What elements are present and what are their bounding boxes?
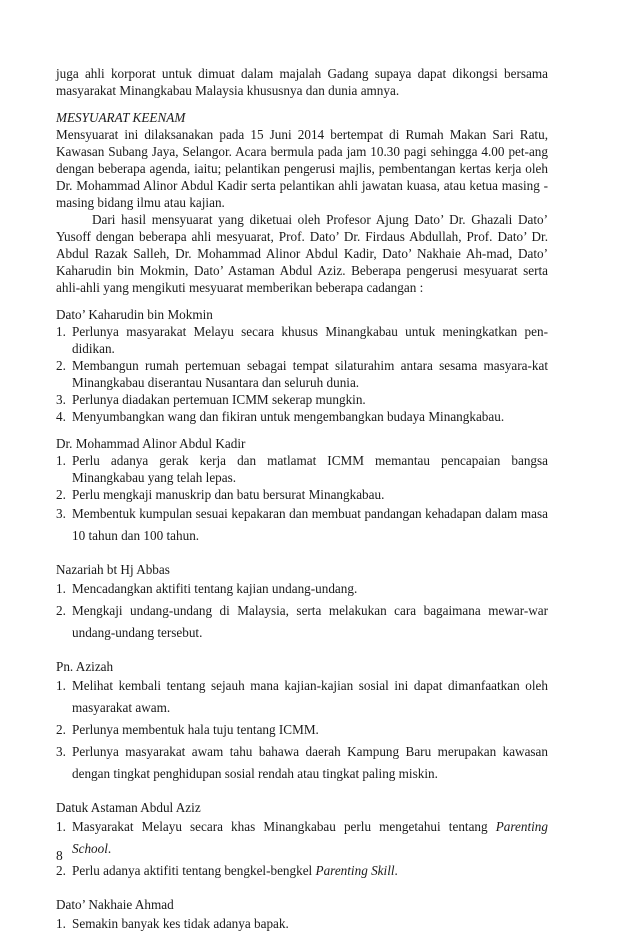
speaker-name: Datuk Astaman Abdul Aziz bbox=[56, 800, 201, 815]
section-heading: MESYUARAT KEENAM bbox=[56, 110, 186, 125]
item-number: 3. bbox=[56, 506, 66, 521]
item-number: 2. bbox=[56, 603, 66, 618]
item-number: 1. bbox=[56, 916, 66, 931]
list-item bbox=[56, 913, 548, 935]
list-item bbox=[56, 816, 548, 860]
list-item bbox=[56, 486, 548, 503]
item-text: Perlunya diadakan pertemuan ICMM sekerap mungkin. bbox=[72, 392, 366, 407]
item-text: Membentuk kumpulan sesuai kepakaran dan membuat pandangan kehadapan dalam masa 10 tahun dan 100 tahun. bbox=[72, 506, 548, 543]
list-item bbox=[56, 860, 548, 882]
speaker-name: Nazariah bt Hj Abbas bbox=[56, 562, 170, 577]
item-text: Semakin banyak kes tidak adanya bapak. bbox=[72, 916, 289, 931]
item-number: 1. bbox=[56, 324, 66, 339]
intro-paragraph: juga ahli korporat untuk dimuat dalam majalah Gadang supaya dapat dikongsi bersama masyarakat Minangkabau Malaysia khususnya dan dunia amnya. bbox=[56, 66, 548, 98]
list-item bbox=[56, 323, 548, 357]
item-text: Melihat kembali tentang sejauh mana kajian-kajian sosial ini dapat dimanfaatkan oleh masyarakat awam. bbox=[72, 678, 548, 715]
proposal-list bbox=[56, 675, 548, 785]
list-item bbox=[56, 675, 548, 719]
item-text: Perlunya masyarakat Melayu secara khusus Minangkabau untuk meningkatkan pen-didikan. bbox=[72, 324, 548, 356]
item-text: Mencadangkan aktifiti tentang kajian undang-undang. bbox=[72, 581, 358, 596]
item-text: Menyumbangkan wang dan fikiran untuk mengembangkan budaya Minangkabau. bbox=[72, 409, 505, 424]
item-text: Mengkaji undang-undang di Malaysia, serta melakukan cara bagaimana mewar-war undang-undang tersebut. bbox=[72, 603, 548, 640]
list-item bbox=[56, 357, 548, 391]
item-text: Perlu mengkaji manuskrip dan batu bersurat Minangkabau. bbox=[72, 487, 385, 502]
meeting-paragraph-2: Dari hasil mensyuarat yang diketuai oleh Profesor Ajung Dato’ Dr. Ghazali Dato’ Yusoff dengan beberapa ahli mesyuarat, Prof. Dato’ Dr. Firdaus Abdullah, Prof. Dato’ Dr. Abdul Razak Salleh, Dr. Mohammad Alinor Abdul Kadir, Dato’ Nakhaie Ah-mad, Dato’ Kaharudin bin Mokmin, Dato’ Astaman Abdul Aziz. Beberapa pengerusi mesyuarat serta ahli-ahli yang mengikuti mesyuarat memberikan beberapa cadangan : bbox=[56, 212, 548, 295]
speaker-name: Dr. Mohammad Alinor Abdul Kadir bbox=[56, 436, 246, 451]
list-item bbox=[56, 503, 548, 547]
meeting-paragraph-1: Mensyuarat ini dilaksanakan pada 15 Juni 2014 bertempat di Rumah Makan Sari Ratu, Kawasan Subang Jaya, Selangor. Acara bermula pada jam 10.30 pagi sehingga 4.00 pet-ang dengan beberapa agenda, iaitu; pelantikan pengerusi majlis, pembentangan kertas kerja oleh Dr. Mohammad Alinor Abdul Kadir serta pelantikan ahli jawatan kuasa, atau ketua masing -masing bidang ilmu atau kajian. bbox=[56, 127, 548, 210]
item-number: 3. bbox=[56, 744, 66, 759]
item-text-italic: Parenting Skill bbox=[315, 863, 395, 878]
page-number: 8 bbox=[56, 848, 63, 863]
item-text: Perlu adanya gerak kerja dan matlamat ICMM memantau pencapaian bangsa Minangkabau yang telah lepas. bbox=[72, 453, 548, 485]
proposal-list bbox=[56, 452, 548, 503]
proposal-list bbox=[56, 578, 548, 644]
speaker-name: Pn. Azizah bbox=[56, 659, 114, 674]
item-text-start: Perlu adanya aktifiti tentang bengkel-bengkel bbox=[72, 863, 316, 878]
item-text: Perlunya masyarakat awam tahu bahawa daerah Kampung Baru merupakan kawasan dengan tingkat penghidupan sosial rendah atau tingkat paling miskin. bbox=[72, 744, 548, 781]
item-number: 1. bbox=[56, 819, 66, 834]
item-number: 4. bbox=[56, 409, 66, 424]
proposal-list bbox=[56, 503, 548, 547]
item-text-end: . bbox=[394, 863, 398, 878]
item-number: 3. bbox=[56, 392, 66, 407]
proposal-list bbox=[56, 816, 548, 882]
speaker-name: Dato’ Kaharudin bin Mokmin bbox=[56, 307, 213, 322]
item-text-italic: Parenting School bbox=[72, 819, 548, 856]
list-item bbox=[56, 452, 548, 486]
list-item bbox=[56, 578, 548, 600]
item-number: 2. bbox=[56, 358, 66, 373]
list-item bbox=[56, 600, 548, 644]
item-number: 2. bbox=[56, 487, 66, 502]
list-item bbox=[56, 391, 548, 408]
item-text-start: Masyarakat Melayu secara khas Minangkabau perlu mengetahui tentang bbox=[72, 819, 496, 834]
item-number: 2. bbox=[56, 722, 66, 737]
speaker-name: Dato’ Nakhaie Ahmad bbox=[56, 897, 174, 912]
list-item bbox=[56, 741, 548, 785]
list-item bbox=[56, 719, 548, 741]
item-number: 1. bbox=[56, 453, 66, 468]
item-text: Perlunya membentuk hala tuju tentang ICMM. bbox=[72, 722, 319, 737]
proposal-list bbox=[56, 323, 548, 425]
item-number: 1. bbox=[56, 678, 66, 693]
proposal-list bbox=[56, 913, 548, 935]
item-text: Membangun rumah pertemuan sebagai tempat silaturahim antara sesama masyara-kat Minangkabau diserantau Nusantara dan seluruh dunia. bbox=[72, 358, 548, 390]
item-number: 1. bbox=[56, 581, 66, 596]
item-text-end: . bbox=[107, 841, 112, 856]
item-number: 2. bbox=[56, 863, 66, 878]
list-item bbox=[56, 408, 548, 425]
document-page bbox=[56, 65, 548, 935]
